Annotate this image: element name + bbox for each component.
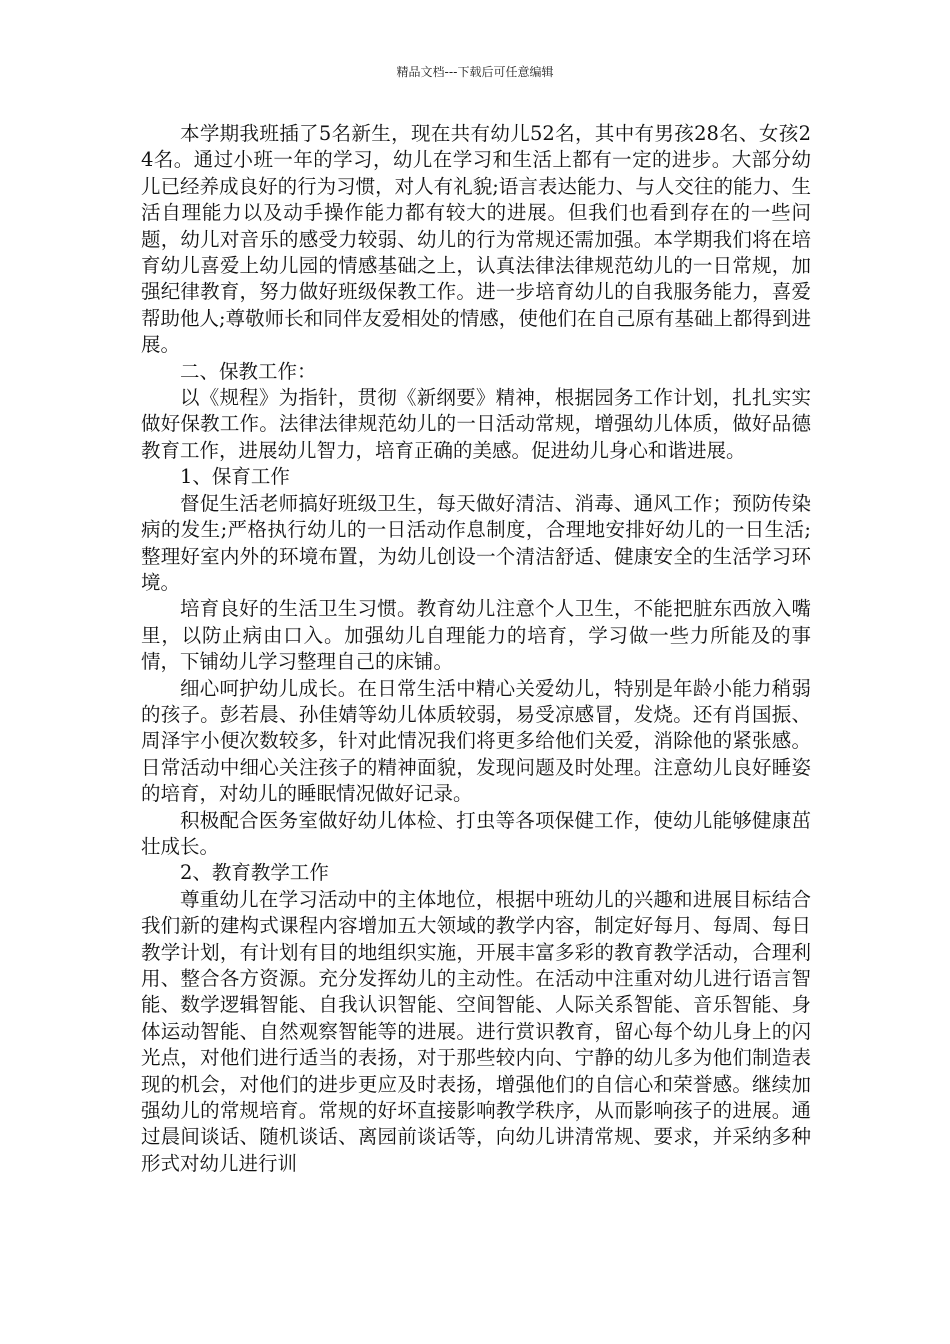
nursing-paragraph-4: 积极配合医务室做好幼儿体检、打虫等各项保健工作，使幼儿能够健康茁壮成长。 (141, 808, 811, 858)
subheading-nursing-work: 1、保育工作 (180, 465, 290, 489)
intro-paragraph: 本学期我班插了5名新生，现在共有幼儿52名，其中有男孩28名、女孩24名。通过小班一年的学习，幼儿在学习和生活上都有一定的进步。大部分幼儿已经养成良好的行为习惯，对人有礼貌;语言表达能力、与人交往的能力、生活自理能力以及动手操作能力都有较大的进展。但我们也看到存在的一些问题，幼儿对音乐的感受力较弱、幼儿的行为常规还需加强。本学期我们将在培育幼儿喜爱上幼儿园的情感基础之上，认真法律法律规范幼儿的一日常规，加强纪律教育，努力做好班级保教工作。进一步培育幼儿的自我服务能力，喜爱帮助他人;尊敬师长和同伴友爱相处的情感，使他们在自己原有基础上都得到进展。 (141, 122, 811, 357)
nursing-paragraph-1: 督促生活老师搞好班级卫生，每天做好清洁、消毒、通风工作；预防传染病的发生;严格执行幼儿的一日活动作息制度，合理地安排好幼儿的一日生活;整理好室内外的环境布置，为幼儿创设一个清洁舒适、健康安全的生活学习环境。 (141, 491, 811, 594)
subheading-teaching-work: 2、教育教学工作 (180, 861, 329, 885)
care-education-paragraph: 以《规程》为指针，贯彻《新纲要》精神，根据园务工作计划，扎扎实实做好保教工作。法律法律规范幼儿的一日活动常规，增强幼儿体质，做好品德教育工作，进展幼儿智力，培育正确的美感。促进幼儿身心和谐进展。 (141, 386, 811, 462)
page-header: 精品文档---下载后可任意编辑 (396, 65, 554, 79)
section-heading-care-education: 二、保教工作： (180, 359, 317, 383)
nursing-paragraph-3: 细心呵护幼儿成长。在日常生活中精心关爱幼儿，特别是年龄小能力稍弱的孩子。彭若晨、孙佳婧等幼儿体质较弱，易受凉感冒，发烧。还有肖国振、周泽宇小便次数较多，针对此情况我们将更多给他们关爱，消除他的紧张感。日常活动中细心关注孩子的精神面貌，发现问题及时处理。注意幼儿良好睡姿的培育，对幼儿的睡眠情况做好记录。 (141, 676, 811, 806)
document-body (141, 121, 811, 1177)
teaching-paragraph-1: 尊重幼儿在学习活动中的主体地位，根据中班幼儿的兴趣和进展目标结合我们新的建构式课程内容增加五大领域的教学内容，制定好每月、每周、每日教学计划，有计划有目的地组织实施，开展丰富多彩的教育教学活动，合理利用、整合各方资源。充分发挥幼儿的主动性。在活动中注重对幼儿进行语言智能、数学逻辑智能、自我认识智能、空间智能、人际关系智能、音乐智能、身体运动智能、自然观察智能等的进展。进行赏识教育，留心每个幼儿身上的闪光点，对他们进行适当的表扬，对于那些较内向、宁静的幼儿多为他们制造表现的机会，对他们的进步更应及时表扬，增强他们的自信心和荣誉感。继续加强幼儿的常规培育。常规的好坏直接影响教学秩序，从而影响孩子的进展。通过晨间谈话、随机谈话、离园前谈话等，向幼儿讲清常规、要求，并采纳多种形式对幼儿进行训 (141, 887, 811, 1175)
nursing-paragraph-2: 培育良好的生活卫生习惯。教育幼儿注意个人卫生，不能把脏东西放入嘴里，以防止病由口入。加强幼儿自理能力的培育，学习做一些力所能及的事情，下铺幼儿学习整理自己的床铺。 (141, 597, 811, 674)
